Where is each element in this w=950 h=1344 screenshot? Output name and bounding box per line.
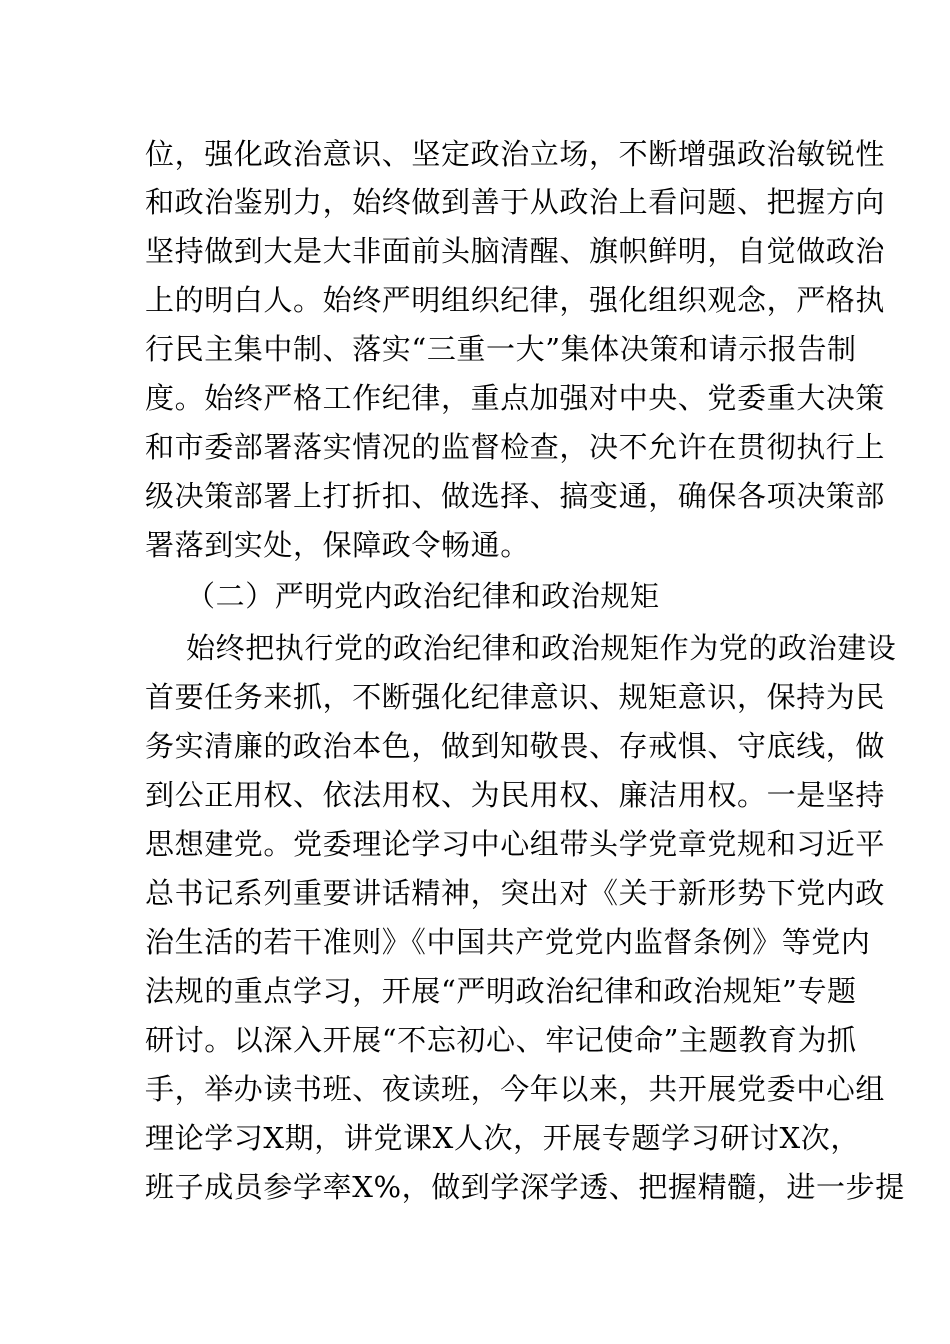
paragraph2-line-12: 班子成员参学率X%，做到学深学透、把握精髓，进一步提 — [145, 1170, 905, 1204]
paragraph2-line-4: 到公正用权、依法用权、为民用权、廉洁用权。一是坚持 — [145, 778, 886, 812]
paragraph2-line-1: 始终把执行党的政治纪律和政治规矩作为党的政治建设 — [186, 631, 897, 665]
paragraph2-line-9: 研讨。以深入开展“不忘初心、牢记使命”主题教育为抓 — [145, 1023, 857, 1057]
paragraph1-line-3: 坚持做到大是大非面前头脑清醒、旗帜鲜明，自觉做政治 — [145, 234, 886, 268]
paragraph1-line-4: 上的明白人。始终严明组织纪律，强化组织观念，严格执 — [145, 283, 886, 317]
paragraph2-line-5: 思想建党。党委理论学习中心组带头学党章党规和习近平 — [145, 827, 886, 861]
section-heading: （二）严明党内政治纪律和政治规矩 — [186, 579, 660, 613]
paragraph2-line-11: 理论学习X期，讲党课X人次，开展专题学习研讨X次， — [145, 1121, 860, 1155]
paragraph2-line-7: 治生活的若干准则》《中国共产党党内监督条例》等党内 — [145, 925, 871, 959]
paragraph1-line-2: 和政治鉴别力，始终做到善于从政治上看问题、把握方向 — [145, 185, 886, 219]
paragraph1-line-6: 度。始终严格工作纪律，重点加强对中央、党委重大决策 — [145, 381, 886, 415]
paragraph2-line-8: 法规的重点学习，开展“严明政治纪律和政治规矩”专题 — [145, 974, 857, 1008]
paragraph2-line-6: 总书记系列重要讲话精神，突出对《关于新形势下党内政 — [145, 876, 886, 910]
paragraph1-line-5: 行民主集中制、落实“三重一大”集体决策和请示报告制 — [145, 332, 857, 366]
paragraph1-line-8: 级决策部署上打折扣、做选择、搞变通，确保各项决策部 — [145, 479, 886, 513]
paragraph2-line-2: 首要任务来抓，不断强化纪律意识、规矩意识，保持为民 — [145, 680, 886, 714]
paragraph1-line-1: 位，强化政治意识、坚定政治立场，不断增强政治敏锐性 — [145, 137, 886, 171]
paragraph2-line-3: 务实清廉的政治本色，做到知敬畏、存戒惧、守底线，做 — [145, 729, 886, 763]
paragraph1-line-9: 署落到实处，保障政令畅通。 — [145, 528, 530, 562]
paragraph1-line-7: 和市委部署落实情况的监督检查，决不允许在贯彻执行上 — [145, 430, 886, 464]
paragraph2-line-10: 手，举办读书班、夜读班，今年以来，共开展党委中心组 — [145, 1072, 886, 1106]
